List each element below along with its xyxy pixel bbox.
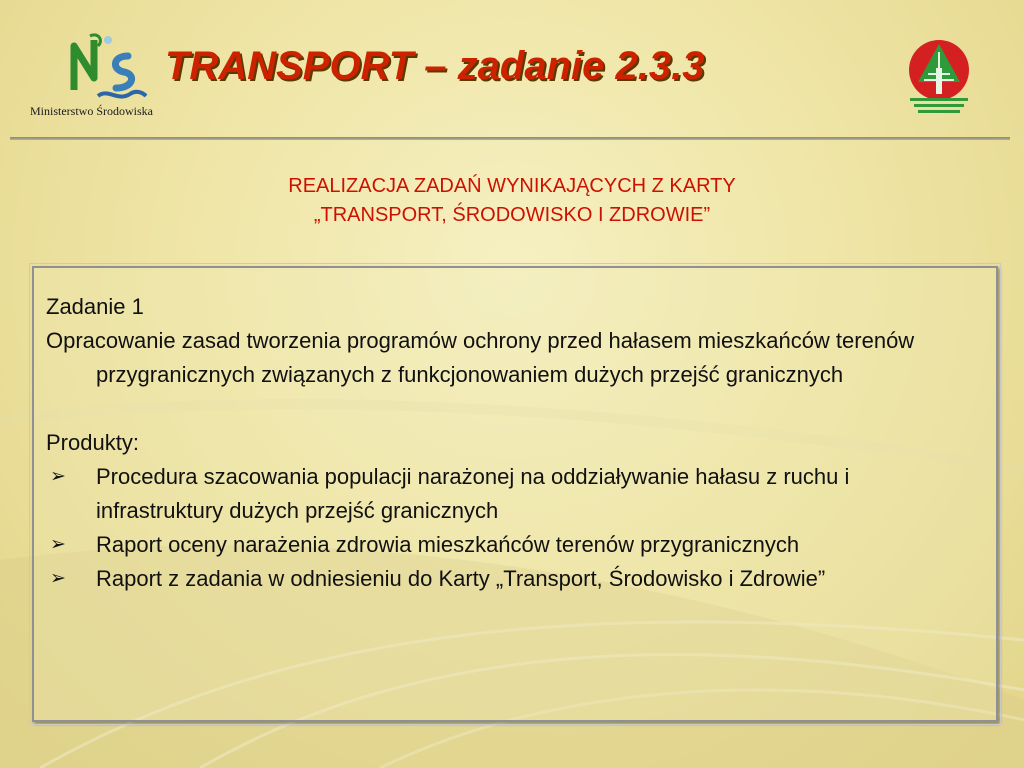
arrow-bullet-icon: ➢ (50, 534, 66, 555)
ministry-emblem-icon (68, 30, 148, 100)
page-title: TRANSPORT – zadanie 2.3.3 (165, 44, 705, 88)
task-label: Zadanie 1 (46, 294, 144, 319)
task-description: Opracowanie zasad tworzenia programów ochrony przed hałasem mieszkańców terenów przygranicznych związanych z funkcjonowaniem dużych przejść granicznych (46, 328, 915, 387)
ministry-caption: Ministerstwo Środowiska (30, 104, 153, 118)
tree-emblem-icon (904, 38, 974, 114)
content-text (46, 290, 982, 596)
arrow-bullet-icon: ➢ (50, 466, 66, 487)
content-box (32, 266, 998, 722)
product-item (46, 460, 982, 528)
product-text: Raport oceny narażenia zdrowia mieszkańców terenów przygranicznych (96, 532, 800, 557)
header-divider (10, 137, 1010, 140)
product-item (46, 528, 982, 562)
products-heading: Produkty: (46, 430, 139, 455)
tree-emblem-logo (904, 38, 974, 119)
arrow-bullet-icon: ➢ (50, 568, 66, 589)
subtitle-line-2: „TRANSPORT, ŚRODOWISKO I ZDROWIE” (313, 204, 711, 226)
subtitle-line-1: REALIZACJA ZADAŃ WYNIKAJĄCYCH Z KARTY (288, 175, 736, 197)
spacer (46, 392, 982, 426)
product-text: Procedura szacowania populacji narażonej na oddziaływanie hałasu z ruchu i infrastruktury dużych przejść granicznych (96, 464, 850, 523)
product-item (46, 562, 982, 596)
section-subtitle (0, 172, 1024, 230)
product-text: Raport z zadania w odniesieniu do Karty „Transport, Środowisko i Zdrowie” (96, 566, 826, 591)
